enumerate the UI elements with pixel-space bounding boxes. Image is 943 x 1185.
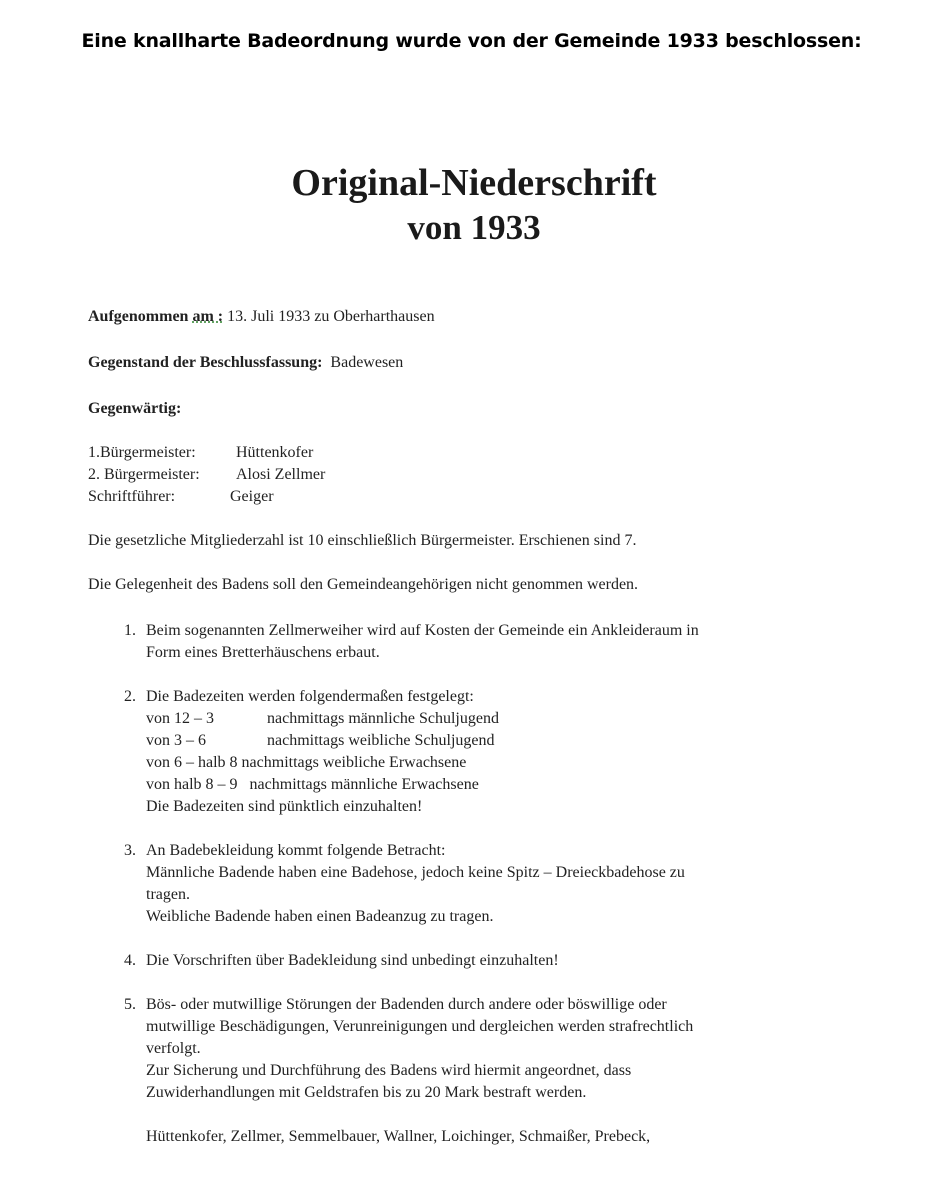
- item-text: Weibliche Badende haben einen Badeanzug zu tragen.: [146, 908, 494, 925]
- person-name: Alosi Zellmer: [236, 466, 326, 483]
- time-row: [146, 730, 818, 752]
- person-role: 2. Bürgermeister:: [88, 466, 200, 483]
- time-row: [146, 774, 818, 796]
- time-span: von 3 – 6: [146, 732, 206, 749]
- members-text: Die gesetzliche Mitgliederzahl ist 10 einschließlich Bürgermeister. Erschienen sind 7.: [88, 532, 637, 549]
- item-text: Die Badezeiten sind pünktlich einzuhalten!: [146, 798, 423, 815]
- time-span: von halb 8 – 9: [146, 776, 238, 793]
- time-desc: nachmittags weibliche Schuljugend: [267, 732, 495, 749]
- item-text: Form eines Bretterhäuschens erbaut.: [146, 644, 380, 661]
- time-row: [146, 708, 818, 730]
- recorded-value: 13. Juli 1933 zu Oberharthausen: [223, 308, 435, 325]
- item-text: Bös- oder mutwillige Störungen der Badenden durch andere oder böswillige oder: [146, 996, 667, 1013]
- person-name: Hüttenkofer: [236, 444, 314, 461]
- recorded-label-am: am :: [192, 308, 224, 325]
- person-role: 1.Bürgermeister:: [88, 444, 196, 461]
- time-row: [146, 752, 818, 774]
- item-text: Zur Sicherung und Durchführung des Badens wird hiermit angeordnet, dass: [146, 1062, 632, 1079]
- item-number: 1.: [124, 622, 136, 639]
- list-item: [88, 620, 828, 664]
- list-item: [88, 950, 828, 972]
- list-item: [88, 994, 828, 1104]
- signers: Hüttenkofer, Zellmer, Semmelbauer, Wallner, Loichinger, Schmaißer, Prebeck,: [146, 1128, 651, 1145]
- item-text: An Badebekleidung kommt folgende Betracht:: [146, 842, 446, 859]
- item-text: tragen.: [146, 886, 190, 903]
- subject-label: Gegenstand der Beschlussfassung:: [88, 354, 323, 371]
- present-label: Gegenwärtig:: [88, 400, 182, 417]
- document-title: Original-Niederschrift: [291, 162, 657, 204]
- item-text: Die Badezeiten werden folgendermaßen festgelegt:: [146, 688, 474, 705]
- person-name: Geiger: [230, 488, 274, 505]
- subject-line: [88, 352, 828, 374]
- item-text: Beim sogenannten Zellmerweiher wird auf Kosten der Gemeinde ein Ankleideraum in: [146, 622, 699, 639]
- time-span: von 12 – 3: [146, 710, 214, 727]
- time-desc: nachmittags männliche Erwachsene: [249, 776, 479, 793]
- time-desc: nachmittags männliche Schuljugend: [267, 710, 499, 727]
- person-row: [88, 486, 828, 508]
- time-desc: nachmittags weibliche Erwachsene: [241, 754, 467, 771]
- person-row: [88, 464, 828, 486]
- persons-list: [88, 442, 828, 508]
- subject-value: Badewesen: [330, 354, 404, 371]
- person-role: Schriftführer:: [88, 488, 176, 505]
- item-number: 2.: [124, 688, 136, 705]
- document-subtitle: von 1933: [407, 208, 541, 247]
- item-number: 5.: [124, 996, 136, 1013]
- resolution-items: [88, 620, 828, 1104]
- item-text: Zuwiderhandlungen mit Geldstrafen bis zu 20 Mark bestraft werden.: [146, 1084, 587, 1101]
- scanned-document: [88, 160, 828, 1148]
- page-headline: Eine knallharte Badeordnung wurde von der Gemeinde 1933 beschlossen:: [81, 30, 862, 52]
- time-span: von 6 – halb 8: [146, 754, 238, 771]
- item-number: 3.: [124, 842, 136, 859]
- recorded-label: Aufgenommen: [88, 308, 193, 325]
- list-item: [88, 686, 828, 818]
- item-number: 4.: [124, 952, 136, 969]
- item-text: Die Vorschriften über Badekleidung sind unbedingt einzuhalten!: [146, 952, 559, 969]
- item-text: mutwillige Beschädigungen, Verunreinigungen und dergleichen werden strafrechtlich: [146, 1018, 694, 1035]
- item-text: verfolgt.: [146, 1040, 201, 1057]
- list-item: [88, 840, 828, 928]
- recorded-line: [88, 306, 828, 328]
- intro-text: Die Gelegenheit des Badens soll den Gemeindeangehörigen nicht genommen werden.: [88, 576, 639, 593]
- item-text: Männliche Badende haben eine Badehose, jedoch keine Spitz – Dreieckbadehose zu: [146, 864, 685, 881]
- person-row: [88, 442, 828, 464]
